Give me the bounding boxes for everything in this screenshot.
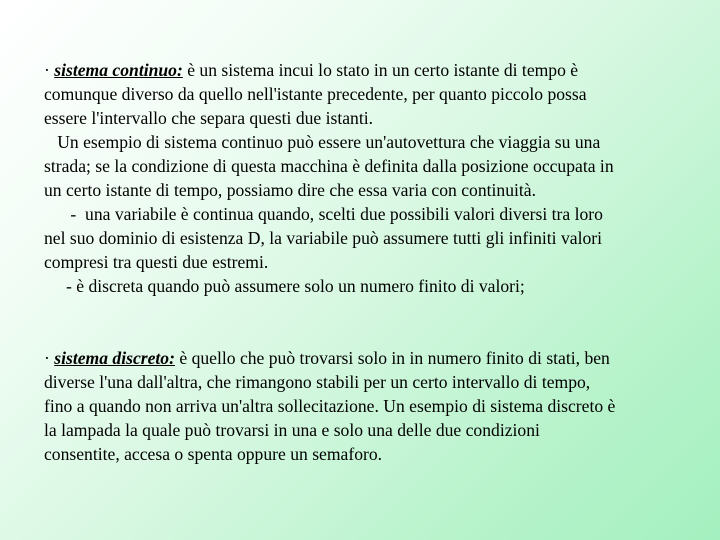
text-line: consentite, accesa o spenta oppure un semaforo. xyxy=(44,444,383,464)
bullet: · xyxy=(44,348,50,368)
text-fragment: è quello che può trovarsi solo in in numero finito di stati, ben xyxy=(174,348,610,368)
term-sistema-discreto: sistema discreto: xyxy=(54,348,175,368)
text-line: compresi tra questi due estremi. xyxy=(44,252,269,272)
text-line: diverse l'una dall'altra, che rimangono stabili per un certo intervallo di tempo, xyxy=(44,372,591,392)
text-line xyxy=(44,58,704,82)
bullet: · xyxy=(44,60,50,80)
text-line: - una variabile è continua quando, scelti due possibili valori diversi tra loro xyxy=(44,204,603,224)
text-line: - è discreta quando può assumere solo un numero finito di valori; xyxy=(44,276,525,296)
slide-content xyxy=(44,58,704,466)
text-line xyxy=(44,346,704,370)
text-line: Un esempio di sistema continuo può essere un'autovettura che viaggia su una xyxy=(44,132,601,152)
text-fragment: è un sistema incui lo stato in un certo istante di tempo è xyxy=(182,60,579,80)
text-line: fino a quando non arriva un'altra sollecitazione. Un esempio di sistema discreto è xyxy=(44,396,616,416)
text-line: comunque diverso da quello nell'istante precedente, per quanto piccolo possa xyxy=(44,84,587,104)
text-line: un certo istante di tempo, possiamo dire che essa varia con continuità. xyxy=(44,180,536,200)
text-line: strada; se la condizione di questa macchina è definita dalla posizione occupata in xyxy=(44,156,614,176)
definition-discrete-system xyxy=(44,346,704,466)
text-line: essere l'intervallo che separa questi due istanti. xyxy=(44,108,374,128)
definition-continuous-system xyxy=(44,58,704,298)
text-line: la lampada la quale può trovarsi in una e solo una delle due condizioni xyxy=(44,420,540,440)
term-sistema-continuo: sistema continuo: xyxy=(54,60,183,80)
text-line: nel suo dominio di esistenza D, la variabile può assumere tutti gli infiniti valori xyxy=(44,228,603,248)
spacer xyxy=(44,298,704,322)
spacer xyxy=(44,322,704,346)
